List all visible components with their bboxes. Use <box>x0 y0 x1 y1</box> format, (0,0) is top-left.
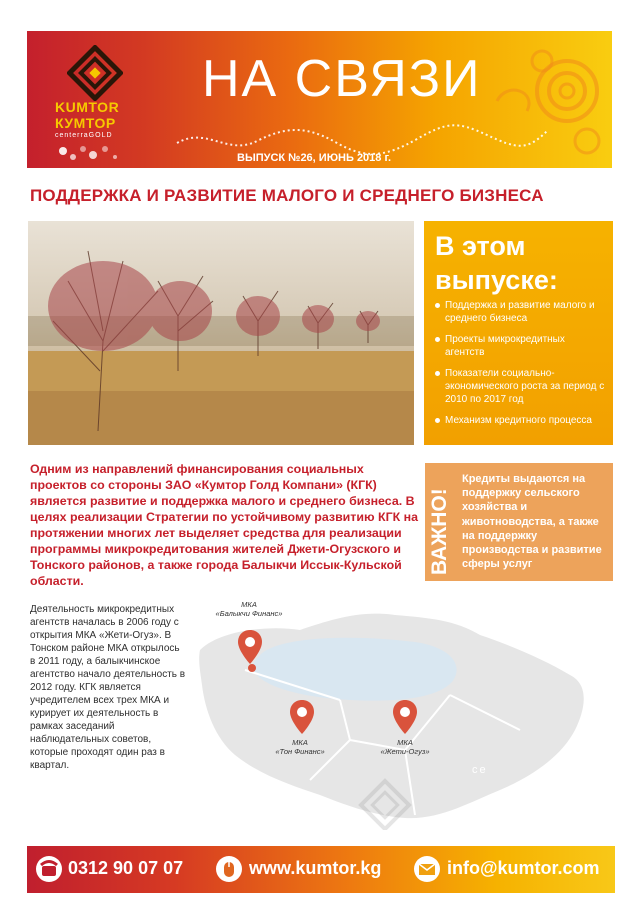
in-this-issue-title-line1: В этом <box>435 231 526 261</box>
label-jeti-oguz <box>365 738 445 756</box>
orchard-photo <box>28 221 414 445</box>
map-watermark-text: ce <box>472 764 488 776</box>
header-banner <box>27 31 612 168</box>
label-jeti-oguz-line1: МКА <box>397 738 413 747</box>
footer-website[interactable]: www.kumtor.kg <box>249 858 382 878</box>
pin-jeti-oguz-icon[interactable] <box>393 700 417 734</box>
label-balykchy <box>204 600 294 618</box>
logo <box>27 31 167 168</box>
mail-icon <box>413 855 441 883</box>
in-this-issue-title-line2: выпуске: <box>435 265 558 295</box>
mouse-icon <box>215 855 243 883</box>
important-box <box>425 463 613 581</box>
centerra-logo-text: centerraGOLD <box>55 132 113 139</box>
footer-bar <box>27 846 615 893</box>
logo-word-latin: KUMTOR <box>55 99 120 115</box>
label-ton-line2: «Тон Финанс» <box>275 747 325 756</box>
lead-paragraph: Одним из направлений финансирования социальных проектов со стороны ЗАО «Кумтор Голд Компани» (КГК) является развитие и поддержка малого и среднего бизнеса. В целях реализации Стратегии по устойчивому развитию КГК на протяжении многих лет выделяет средства для реализации программы микрокредитования жителей Джети-Огузского и Тонского районов, а также города Балыкчи Иссык-Кульской области. <box>30 462 418 588</box>
kumtor-logo-icon <box>67 45 123 101</box>
region-map <box>190 590 620 830</box>
list-item[interactable]: Проекты микрокредитных агентств <box>435 333 605 359</box>
list-item[interactable]: Механизм кредитного процесса <box>435 414 605 427</box>
in-this-issue-list <box>435 299 605 435</box>
logo-word-cyrillic: КУМТОР <box>55 115 116 131</box>
body-paragraph: Деятельность микрокредитных агентств началась в 2006 году с открытия МКА «Жети-Огуз». В Тонском районе МКА открылось в 2011 году, а балыкчинское агентство начало деятельность в 2012 году. КГК является учредителем всех трех МКА и курирует их деятельность в рамках заседаний наблюдательных советов, которые проходят один раз в квартал. <box>30 604 186 771</box>
pin-ton-icon[interactable] <box>290 700 314 734</box>
label-jeti-oguz-line2: «Жети-Огуз» <box>380 747 430 756</box>
list-item[interactable]: Поддержка и развитие малого и среднего бизнеса <box>435 299 605 325</box>
footer-email[interactable]: info@kumtor.com <box>447 858 600 878</box>
phone-icon <box>35 855 63 883</box>
footer-phone[interactable]: 0312 90 07 07 <box>68 858 184 878</box>
in-this-issue-title <box>435 229 558 297</box>
page-headline: ПОДДЕРЖКА И РАЗВИТИЕ МАЛОГО И СРЕДНЕГО БИЗНЕСА <box>30 186 544 205</box>
important-label: ВАЖНО! <box>428 488 451 575</box>
point-balykchy-icon <box>247 663 257 673</box>
in-this-issue-box <box>424 221 613 445</box>
label-ton-line1: МКА <box>292 738 308 747</box>
important-text: Кредиты выдаются на поддержку сельского хозяйства и животноводства, а также на поддержку производства и развитие сферы услуг <box>462 473 602 571</box>
label-balykchy-line2: «Балыкчи Финанс» <box>215 609 283 618</box>
list-item[interactable]: Показатели социально-экономического роста за период с 2010 по 2017 год <box>435 367 605 406</box>
pin-balykchy-icon[interactable] <box>238 630 262 664</box>
newsletter-title: НА СВЯЗИ <box>202 50 482 108</box>
hexagon-pattern-icon <box>57 143 147 165</box>
label-balykchy-line1: МКА <box>241 600 257 609</box>
issue-info: ВЫПУСК №26, ИЮНЬ 2018 г. <box>237 152 392 164</box>
label-ton <box>260 738 340 756</box>
